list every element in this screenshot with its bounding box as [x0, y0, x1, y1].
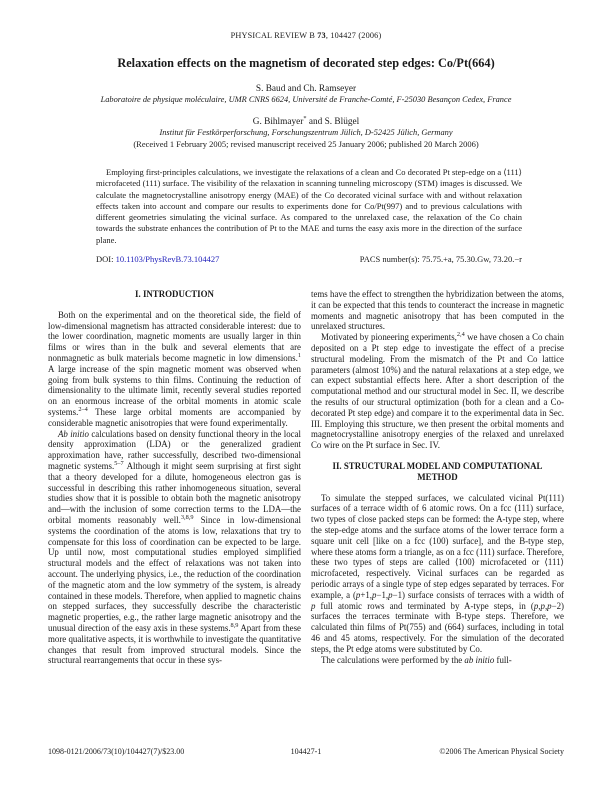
paragraph: tems have the effect to strengthen the hybridization between the atoms, it can be expected that this tends to counteract the increase in magnetic moments and magnetic anisotropy that has been computed in the unrelaxed structures. [311, 289, 564, 332]
right-column [311, 289, 564, 747]
paragraph: The calculations were performed by the ab initio full- [321, 654, 512, 665]
abstract-text: Employing first-principles calculations, we investigate the relaxations of a clean and Co decorated Pt step-edge on a ⟨111⟩ microfaceted (111) surface. The visibility of the relaxation in scanning tunneling microscopy (STM) images is discussed. We calculate the magnetocrystalline anisotropy energy (MAE) of the Co decorated vicinal surface with and without relaxation effects taken into account and compare our results to experiments done for Co/Pt(997) and to previous calculations with different geometries simulating the vicinal surface. As compared to the unrelaxed case, the relaxation of the Co chain towards the substrate enhances the contribution of Pt to the MAE and turns the easy axis more in the direction of the surface plane. [96, 167, 522, 245]
doi-label: DOI: [96, 254, 116, 264]
author-line-2: G. Bihlmayer* and S. Blügel [252, 114, 360, 127]
pacs-label: PACS number(s): [359, 254, 422, 264]
paper-title: Relaxation effects on the magnetism of decorated step edges: Co/Pt(664) [117, 56, 495, 70]
journal-header: PHYSICAL REVIEW B 73, 104427 (2006) [230, 31, 382, 40]
affiliation-2: Institut für Festkörperforschung, Forschungszentrum Jülich, D-52425 Jülich, Germany [159, 128, 453, 137]
doi-block [96, 254, 219, 264]
doi-pacs-line [96, 254, 522, 264]
section-heading-method: II. STRUCTURAL MODEL AND COMPUTATIONAL METHOD [332, 460, 543, 482]
doi-link[interactable]: 10.1103/PhysRevB.73.104427 [115, 254, 220, 264]
received-line: (Received 1 February 2005; revised manuscript received 25 January 2006; published 20 March 2006) [133, 139, 479, 149]
abstract [96, 167, 522, 246]
paragraph: To simulate the stepped surfaces, we calculated vicinal Pt(111) surfaces of a terrace width of 6 atomic rows. On a fcc (111) surface, two types of close packed steps can be formed: the A-type step, where the step-edge atoms and the surface atoms of the lower terrace form a square unit cell [like on a fcc (100) surface], and the B-type step, where these atoms form a triangle, as on a fcc (111) surface. Therefore, these two types of steps are called ⟨100⟩ microfaceted or ⟨111⟩ microfaceted, respectively. Vicinal surfaces can be regarded as periodic arrays of a single type of step edges separated by terraces. For example, a (p+1,p−1,p−1) surface consists of terraces with a width of p full atomic rows and terminated by A-type steps, in (p,p,p−2) surfaces the terraces terminate with B-type steps. Therefore, we calculated thin films of Pt(755) and (664) surfaces, including in total 46 and 45 atoms, respectively. For the simulation of the decorated steps, the Pt edge atoms were substituted by Co. [311, 492, 564, 654]
footer-copyright: ©2006 The American Physical Society [439, 747, 564, 756]
section-heading-introduction: I. INTRODUCTION [135, 289, 214, 299]
left-column [48, 289, 301, 747]
pacs-numbers: 75.75.+a, 75.30.Gw, 73.20.−r [421, 254, 522, 264]
paragraph: Ab initio calculations based on density functional theory in the local density approximation (LDA) or the generalized gradient approximation have, rather successfully, described two-dimensional magnetic systems.$^{5-7}$ Although it might seem surprising at first sight that a theory developed for a dilute, homogeneous electron gas is successful in describing this rather inhomogeneous situation, several studies show that it is possible to obtain both the magnetic anisotropy and—with the inclusion of some correction terms to the LDA—the orbital moments reasonably well.$^{3,8,9}$ Since in low-dimensional systems the coordination of the atoms is low, relaxations that try to compensate for this loss of coordination can be expected to be large. Up until now, most computational studies employed simplified structural models and the effect of relaxations was not taken into account. The underlying physics, i.e., the reduction of the coordination of the magnetic atom and the low symmetry of the system, is already contained in these models. Therefore, when applied to magnetic chains on stepped surfaces, they successfully describe the characteristic magnetic properties, e.g., the rather large magnetic anisotropy and the unusual direction of the easy axis in these systems.$^{8,9}$ Apart from these more qualitative aspects, it is worthwhile to investigate the quantitative changes that result from improved structural models. Since the structural rearrangements that occur in these sys- [48, 428, 301, 666]
author-line-1: S. Baud and Ch. Ramseyer [255, 84, 357, 94]
paragraph: Both on the experimental and on the theoretical side, the field of low-dimensional magnetism has attracted considerable interest: due to the lower coordination, magnetic moments are usually larger in thin films or wires than in the bulk and several elements that are nonmagnetic as bulk materials become magnetic in low dimensions.$^1$ A large increase of the spin magnetic moment was observed when going from bulk systems to thin films. Continuing the reduction of dimensionality to the ultimate limit, recently several studies reported on an enormous increase of the orbital moments in atomic scale systems.$^{2-4}$ These large orbital moments are accompanied by considerable magnetic anisotropies that were found experimentally. [48, 309, 301, 428]
two-column-body [48, 289, 564, 747]
pacs-block [360, 254, 522, 264]
page-footer [48, 747, 564, 756]
footer-issn-price: 1098-0121/2006/73(10)/104427(7)/$23.00 [48, 747, 185, 756]
paragraph: Motivated by pioneering experiments,$^{2,4}$ we have chosen a Co chain deposited on a Pt step edge to investigate the effect of a precise structural modeling. From the mismatch of the Pt and Co lattice parameters (almost 10%) and the natural relaxations at a step edge, we can expect substantial effects here. After a short description of the computational method and our structural model in Sec. II, we describe the results of our structural optimization (both for a clean and a Co-decorated Pt step edge) and compare it to the experimental data in Sec. III. Employing this structure, we then present the orbital moments and magnetocrystalline anisotropy energies of the relaxed and unrelaxed Co wire on the Pt surface in Sec. IV. [311, 331, 564, 451]
affiliation-1: Laboratoire de physique moléculaire, UMR CNRS 6624, Université de Franche-Comté, F-25030 Besançon Cedex, France [100, 95, 512, 104]
footer-page-number: 104427-1 [290, 747, 322, 756]
